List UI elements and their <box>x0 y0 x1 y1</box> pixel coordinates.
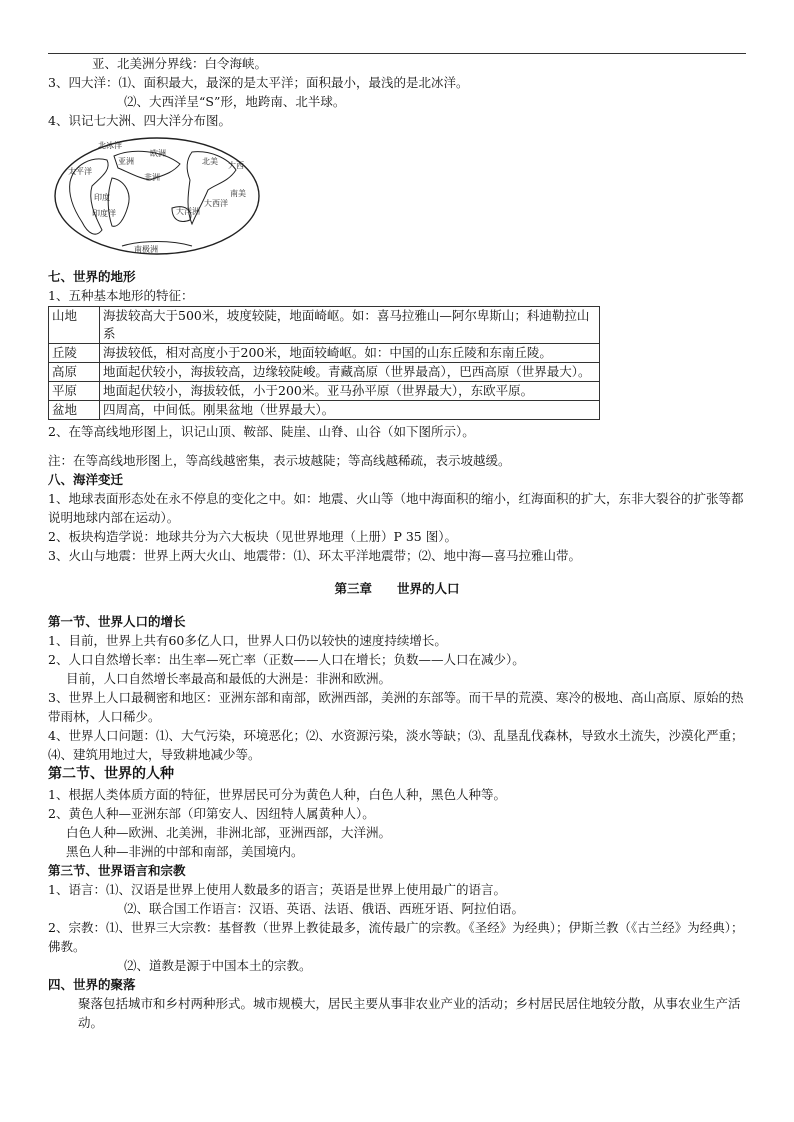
map-label: 北冰洋 <box>98 141 122 150</box>
text-line: 目前，人口自然增长率最高和最低的大洲是：非洲和欧洲。 <box>66 671 392 686</box>
text-line: 1、根据人类体质方面的特征，世界居民可分为黄色人种，白色人种，黑色人种等。 <box>48 787 506 802</box>
hand-drawn-world-map <box>52 134 262 258</box>
landform-name: 丘陵 <box>49 344 100 363</box>
landform-name: 高原 <box>49 363 100 382</box>
table-row <box>49 344 600 363</box>
section-heading: 八、海洋变迁 <box>48 472 124 487</box>
section-heading: 第一节、世界人口的增长 <box>48 614 186 629</box>
text-line: ⑵、道教是源于中国本土的宗教。 <box>124 958 312 973</box>
text-line: 2、宗教：⑴、世界三大宗教：基督教（世界上教徒最多，流传最广的宗教。《圣经》为经典）；伊斯兰教（《古兰经》为经典）；佛教。 <box>48 920 744 954</box>
landform-desc: 四周高，中间低。刚果盆地（世界最大）。 <box>100 401 600 420</box>
text-line: 3、火山与地震：世界上两大火山、地震带：⑴、环太平洋地震带；⑵、地中海—喜马拉雅山带。 <box>48 548 581 563</box>
landform-name: 盆地 <box>49 401 100 420</box>
section-heading: 第二节、世界的人种 <box>48 766 174 782</box>
table-row <box>49 401 600 420</box>
map-label: 亚洲 <box>118 157 134 166</box>
text-line: 2、在等高线地形图上，识记山顶、鞍部、陡崖、山脊、山谷（如下图所示）。 <box>48 424 475 439</box>
text-line: 亚、北美洲分界线：白令海峡。 <box>92 56 268 71</box>
map-label: 欧洲 <box>150 149 166 158</box>
text-line: 白色人种—欧洲、北美洲，非洲北部，亚洲西部，大洋洲。 <box>66 825 392 840</box>
text-line: 1、五种基本地形的特征： <box>48 288 194 303</box>
text-line: 2、板块构造学说：地球共分为六大板块（见世界地理（上册）P 35 图）。 <box>48 529 457 544</box>
landform-desc: 地面起伏较小，海拔较低，小于200米。亚马孙平原（世界最大），东欧平原。 <box>100 382 600 401</box>
text-line: ⑵、大西洋呈“S”形，地跨南、北半球。 <box>124 94 346 109</box>
paragraph: 聚落包括城市和乡村两种形式。城市规模大，居民主要从事非农业产业的活动；乡村居民居住地较分散，从事农业生产活动。 <box>78 996 741 1030</box>
text-line: 黑色人种—非洲的中部和南部，美国境内。 <box>66 844 304 859</box>
landform-desc: 海拔较高大于500米，坡度较陡，地面崎岖。如：喜马拉雅山—阿尔卑斯山；科迪勒拉山系 <box>100 307 600 344</box>
map-label: 大洋洲 <box>176 207 200 216</box>
text-line: 1、地球表面形态处在永不停息的变化之中。如：地震、火山等（地中海面积的缩小，红海面积的扩大，东非大裂谷的扩张等都说明地球内部在运动）。 <box>48 491 744 525</box>
text-line: 4、识记七大洲、四大洋分布图。 <box>48 113 231 128</box>
text-line: 4、世界人口问题：⑴、大气污染，环境恶化；⑵、水资源污染，淡水等缺；⑶、乱垦乱伐森林，导致水土流失，沙漠化严重；⑷、建筑用地过大，导致耕地减少等。 <box>48 728 744 762</box>
map-label: 非洲 <box>144 173 160 182</box>
table-row <box>49 363 600 382</box>
text-line: 3、四大洋：⑴、面积最大，最深的是太平洋；面积最小，最浅的是北冰洋。 <box>48 75 469 90</box>
map-label: 南极洲 <box>134 245 158 254</box>
document-page <box>48 54 746 1032</box>
section-heading: 四、世界的聚落 <box>48 977 136 992</box>
landform-table <box>48 306 600 420</box>
table-row <box>49 307 600 344</box>
map-label: 大西 <box>228 161 244 170</box>
landform-desc: 海拔较低，相对高度小于200米，地面较崎岖。如：中国的山东丘陵和东南丘陵。 <box>100 344 600 363</box>
map-label: 印度洋 <box>92 209 116 218</box>
map-label: 大西洋 <box>204 199 228 208</box>
map-label: 北美 <box>202 157 218 166</box>
landform-desc: 地面起伏较小，海拔较高，边缘较陡峻。青藏高原（世界最高），巴西高原（世界最大）。 <box>100 363 600 382</box>
landform-name: 山地 <box>49 307 100 344</box>
map-label: 太平洋 <box>68 167 92 176</box>
text-line: 2、黄色人种—亚洲东部（印第安人、因纽特人属黄种人）。 <box>48 806 375 821</box>
landform-name: 平原 <box>49 382 100 401</box>
chapter-title: 第三章 世界的人口 <box>334 581 460 596</box>
note-line: 注：在等高线地形图上，等高线越密集，表示坡越陡；等高线越稀疏，表示坡越缓。 <box>48 453 511 468</box>
section-heading: 第三节、世界语言和宗教 <box>48 863 186 878</box>
text-line: 3、世界上人口最稠密和地区：亚洲东部和南部，欧洲西部，美洲的东部等。而干旱的荒漠、寒冷的极地、高山高原、原始的热带雨林，人口稀少。 <box>48 690 744 724</box>
text-line: 2、人口自然增长率：出生率—死亡率（正数——人口在增长；负数——人口在减少）。 <box>48 652 525 667</box>
section-heading: 七、世界的地形 <box>48 269 136 284</box>
text-line: 1、目前，世界上共有60多亿人口，世界人口仍以较快的速度持续增长。 <box>48 633 447 648</box>
table-row <box>49 382 600 401</box>
text-line: ⑵、联合国工作语言：汉语、英语、法语、俄语、西班牙语、阿拉伯语。 <box>124 901 525 916</box>
map-label: 南美 <box>230 189 246 198</box>
text-line: 1、语言：⑴、汉语是世界上使用人数最多的语言；英语是世界上使用最广的语言。 <box>48 882 506 897</box>
map-label: 印度 <box>94 193 110 202</box>
